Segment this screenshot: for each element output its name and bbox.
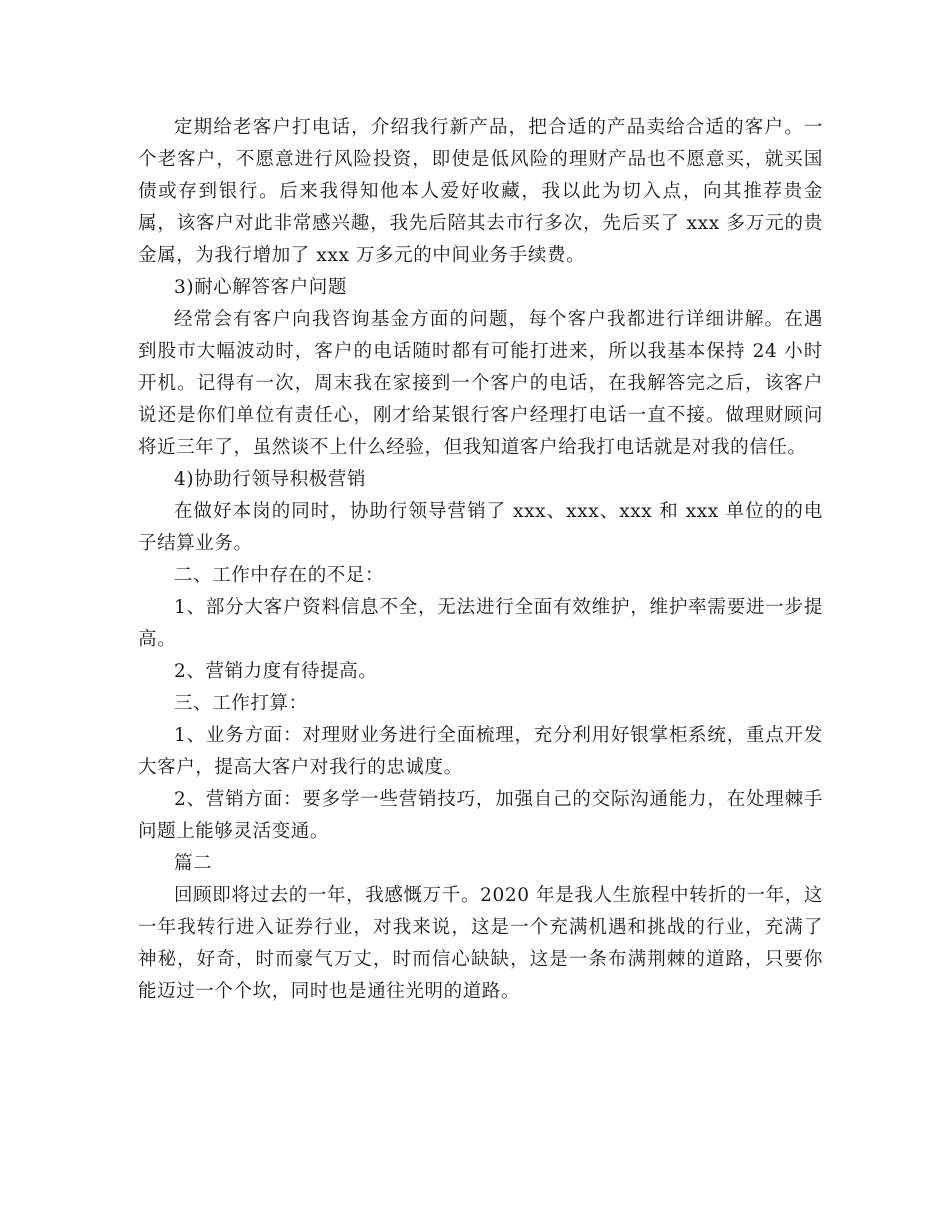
list-item-plan-1: 1、业务方面：对理财业务进行全面梳理，充分利用好银掌柜系统，重点开发大客户，提高大客户对我行的忠诚度。 xyxy=(138,725,823,778)
heading-shortcomings: 二、工作中存在的不足： xyxy=(174,565,385,586)
paragraph-old-customer-calls: 定期给老客户打电话，介绍我行新产品，把合适的产品卖给合适的客户。一个老客户，不愿意进行风险投资，即使是低风险的理财产品也不愿意买，就买国债或存到银行。后来我得知他本人爱好收藏，我以此为切入点，向其推荐贵金属，该客户对此非常感兴趣，我先后陪其去市行多次，先后买了 xxx 多万元的贵金属，为我行增加了 xxx 万多元的中间业务手续费。 xyxy=(138,117,823,266)
heading-work-plans: 三、工作打算： xyxy=(174,693,308,714)
paragraph-electronic-settlement: 在做好本岗的同时，协助行领导营销了 xxx、xxx、xxx 和 xxx 单位的的电子结算业务。 xyxy=(138,501,823,554)
paragraph-fund-questions: 经常会有客户向我咨询基金方面的问题，每个客户我都进行详细讲解。在遇到股市大幅波动时，客户的电话随时都有可能打进来，所以我基本保持 24 小时开机。记得有一次，周末我在家接到一个客户的电话，在我解答完之后，该客户说还是你们单位有责任心，刚才给某银行客户经理打电话一直不接。做理财顾问将近三年了，虽然谈不上什么经验，但我知道客户给我打电话就是对我的信任。 xyxy=(138,309,823,458)
list-item-plan-2: 2、营销方面：要多学一些营销技巧，加强自己的交际沟通能力，在处理棘手问题上能够灵活变通。 xyxy=(138,789,823,842)
list-item-shortcoming-1: 1、部分大客户资料信息不全，无法进行全面有效维护，维护率需要进一步提高。 xyxy=(138,597,823,650)
section-heading-part-two: 篇二 xyxy=(174,853,213,874)
paragraph-year-review: 回顾即将过去的一年，我感慨万千。2020 年是我人生旅程中转折的一年，这一年我转行进入证券行业，对我来说，这是一个充满机遇和挑战的行业，充满了神秘，好奇，时而豪气万丈，时而信心缺缺，这是一条布满荆棘的道路，只要你能迈过一个个坎，同时也是通往光明的道路。 xyxy=(138,885,823,1002)
heading-patient-answers: 3)耐心解答客户问题 xyxy=(174,277,347,298)
list-item-shortcoming-2: 2、营销力度有待提高。 xyxy=(174,661,378,682)
heading-assist-marketing: 4)协助行领导积极营销 xyxy=(174,469,367,490)
document-body xyxy=(138,112,823,1008)
